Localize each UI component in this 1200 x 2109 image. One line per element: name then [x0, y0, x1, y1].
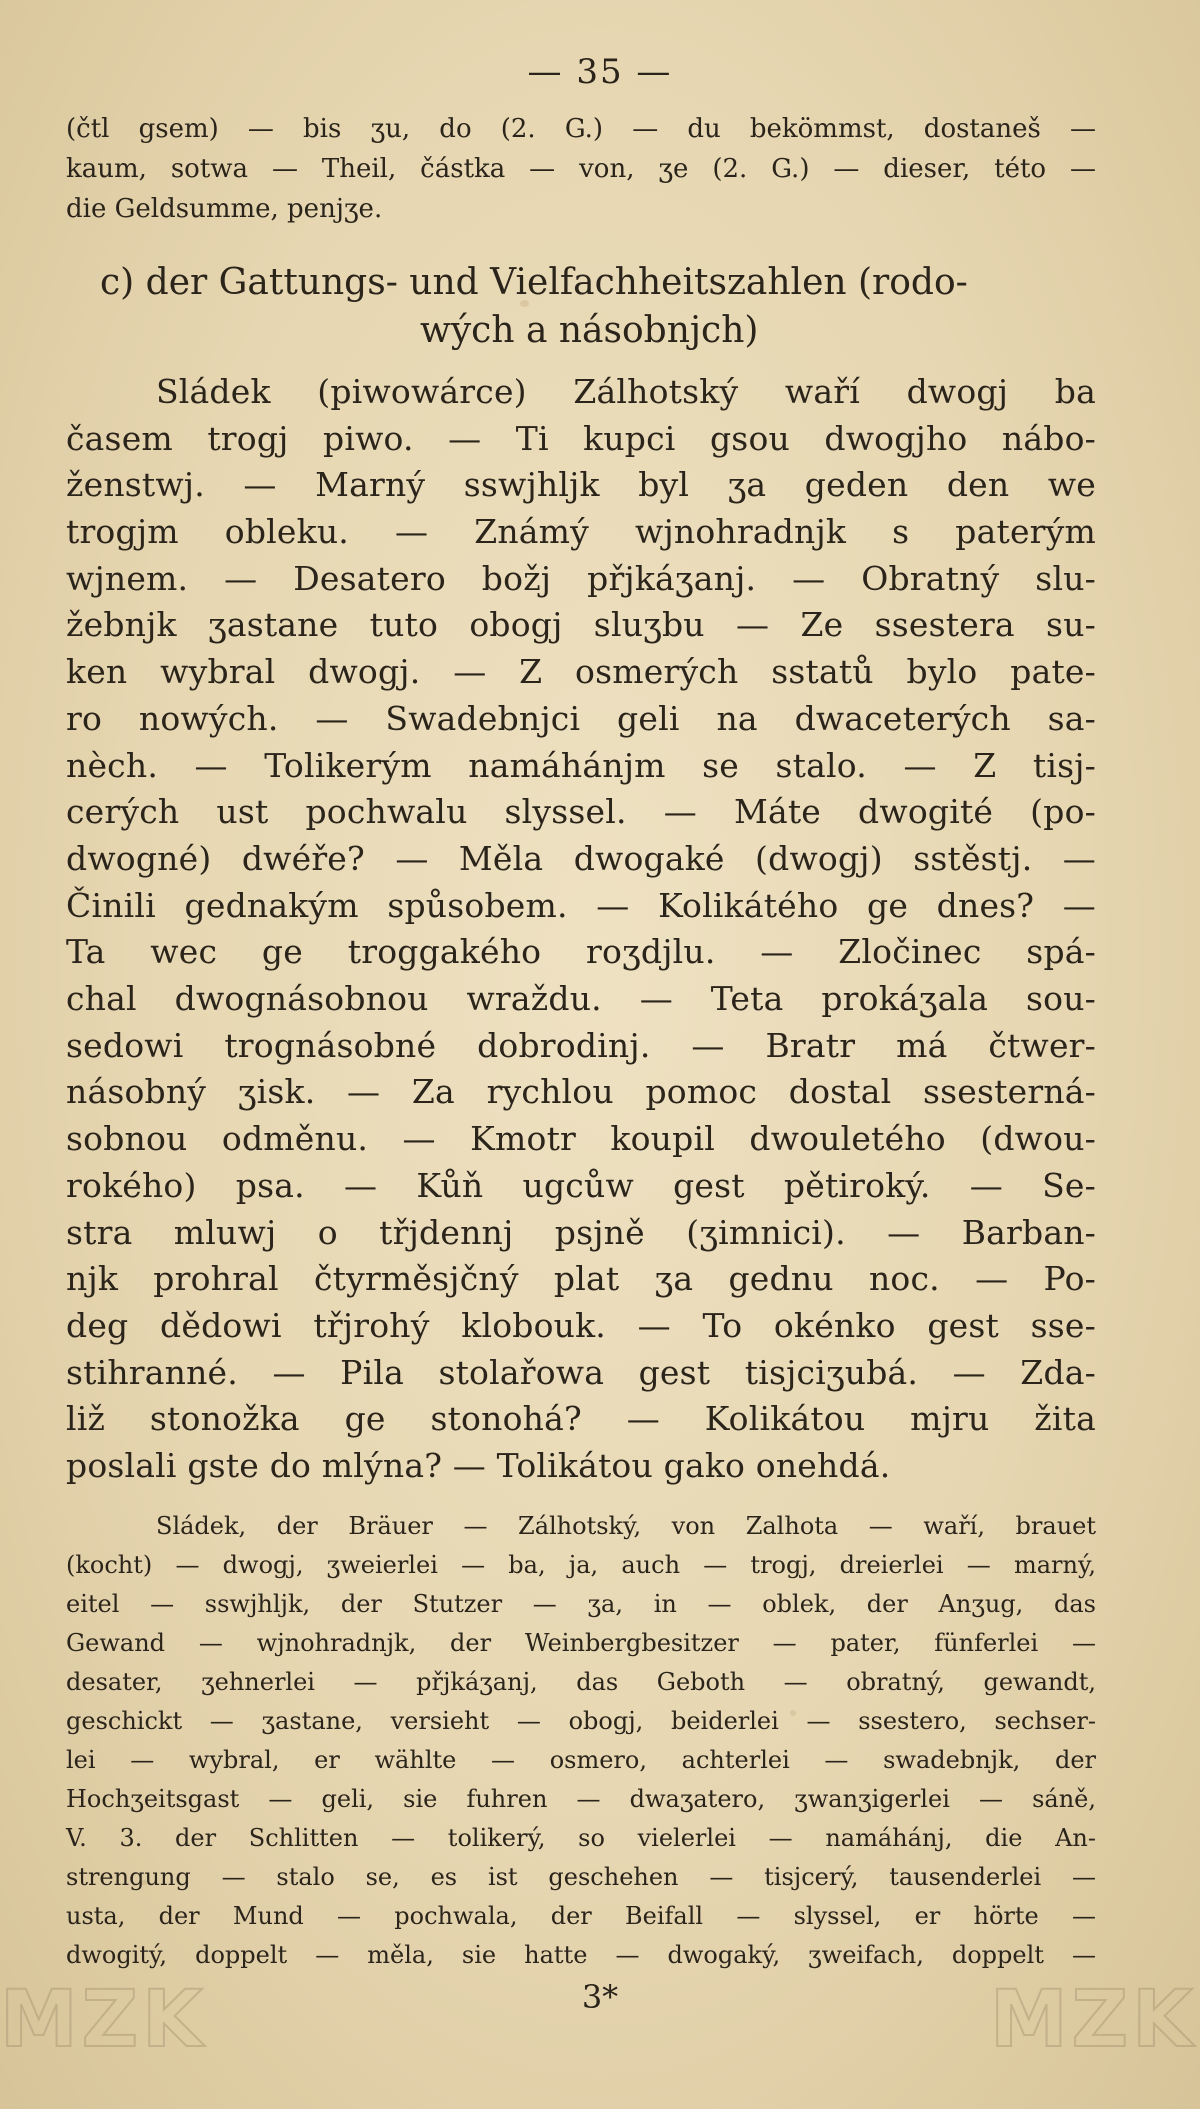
body-line: sedowi trognásobné dobrodinj. — Bratr má čtwer- — [66, 1026, 1096, 1065]
body-line: liž stonožka ge stonohá? — Kolikátou mjru žita — [66, 1399, 1096, 1438]
body-line: Ta wec ge troggakého roʒdjlu. — Zločinec spá- — [66, 932, 1096, 971]
footnote-line: strengung — stalo se, es ist geschehen — tisjcerý, tausenderlei — — [66, 1863, 1096, 1891]
section-heading: wých a násobnjch) — [420, 310, 759, 351]
body-line: sobnou odměnu. — Kmotr koupil dwouletého (dwou- — [66, 1119, 1096, 1158]
body-line: Činili gednakým spůsobem. — Kolikátého ge dnes? — — [66, 886, 1096, 925]
watermark-left: MZK — [0, 1975, 207, 2065]
body-line: cerých ust pochwalu slyssel. — Máte dwogité (po- — [66, 792, 1096, 831]
body-line: Sládek (piwowárce) Zálhotský waří dwogj ba — [156, 372, 1096, 411]
body-line: stihranné. — Pila stolařowa gest tisjciʒubá. — Zda- — [66, 1353, 1096, 1392]
footnote-line: usta, der Mund — pochwala, der Beifall — slyssel, er hörte — — [66, 1902, 1096, 1930]
body-line: stra mluwj o třjdennj psjně (ʒimnici). — Barban- — [66, 1213, 1096, 1252]
body-line: nèch. — Tolikerým namáhánjm se stalo. — Z tisj- — [66, 746, 1096, 785]
body-line: chal dwognásobnou wraždu. — Teta prokáʒala sou- — [66, 979, 1096, 1018]
body-line: njk prohral čtyrměsjčný plat ʒa gednu noc. — Po- — [66, 1259, 1096, 1298]
page-number: — 35 — — [527, 52, 673, 92]
top-line: die Geldsumme, penjʒe. — [66, 194, 383, 224]
body-line: wjnem. — Desatero božj přjkáʒanj. — Obratný slu- — [66, 559, 1096, 598]
footnote-line: dwogitý, doppelt — měla, sie hatte — dwogaký, ʒweifach, doppelt — — [66, 1941, 1096, 1969]
footnote-line: (kocht) — dwogj, ʒweierlei — ba, ja, auch — trogj, dreierlei — marný, — [66, 1551, 1096, 1579]
body-line: trogjm obleku. — Známý wjnohradnjk s paterým — [66, 512, 1096, 551]
body-line: deg dědowi třjrohý klobouk. — To okénko gest sse- — [66, 1306, 1096, 1345]
body-line: ženstwj. — Marný sswjhljk byl ʒa geden den we — [66, 465, 1096, 504]
footnote-line: desater, ʒehnerlei — přjkáʒanj, das Geboth — obratný, gewandt, — [66, 1668, 1096, 1696]
footnote-line: Sládek, der Bräuer — Zálhotský, von Zalhota — waří, brauet — [156, 1512, 1096, 1540]
body-line: dwogné) dwéře? — Měla dwogaké (dwogj) sstěstj. — — [66, 839, 1096, 878]
body-line: násobný ʒisk. — Za rychlou pomoc dostal ssesterná- — [66, 1072, 1096, 1111]
body-line: ken wybral dwogj. — Z osmerých sstatů bylo pate- — [66, 652, 1096, 691]
section-heading: c) der Gattungs- und Vielfachheitszahlen (rodo- — [100, 262, 968, 303]
footnote-line: geschickt — ʒastane, versieht — obogj, beiderlei — ssestero, sechser- — [66, 1707, 1096, 1735]
footnote-line: Hochʒeitsgast — geli, sie fuhren — dwaʒatero, ʒwanʒigerlei — sáně, — [66, 1785, 1096, 1813]
body-line: poslali gste do mlýna? — Tolikátou gako onehdá. — [66, 1446, 891, 1485]
body-line: žebnjk ʒastane tuto obogj sluʒbu — Ze ssestera su- — [66, 605, 1096, 644]
footnote-line: V. 3. der Schlitten — tolikerý, so vielerlei — namáhánj, die An- — [66, 1824, 1096, 1852]
body-line: ro nowých. — Swadebnjci geli na dwaceterých sa- — [66, 699, 1096, 738]
top-line: (čtl gsem) — bis ʒu, do (2. G.) — du bekömmst, dostaneš — — [66, 114, 1096, 144]
body-line: časem trogj piwo. — Ti kupci gsou dwogjho nábo- — [66, 419, 1096, 458]
top-line: kaum, sotwa — Theil, částka — von, ʒe (2. G.) — dieser, této — — [66, 154, 1096, 184]
footnote-line: Gewand — wjnohradnjk, der Weinbergbesitzer — pater, fünferlei — — [66, 1629, 1096, 1657]
body-line: rokého) psa. — Kůň ugcůw gest pětiroký. — Se- — [66, 1166, 1096, 1205]
footnote-line: lei — wybral, er wählte — osmero, achterlei — swadebnjk, der — [66, 1746, 1096, 1774]
footnote-line: eitel — sswjhljk, der Stutzer — ʒa, in — oblek, der Anʒug, das — [66, 1590, 1096, 1618]
watermark-right: MZK — [990, 1975, 1197, 2065]
signature-mark: 3* — [581, 1978, 619, 2016]
